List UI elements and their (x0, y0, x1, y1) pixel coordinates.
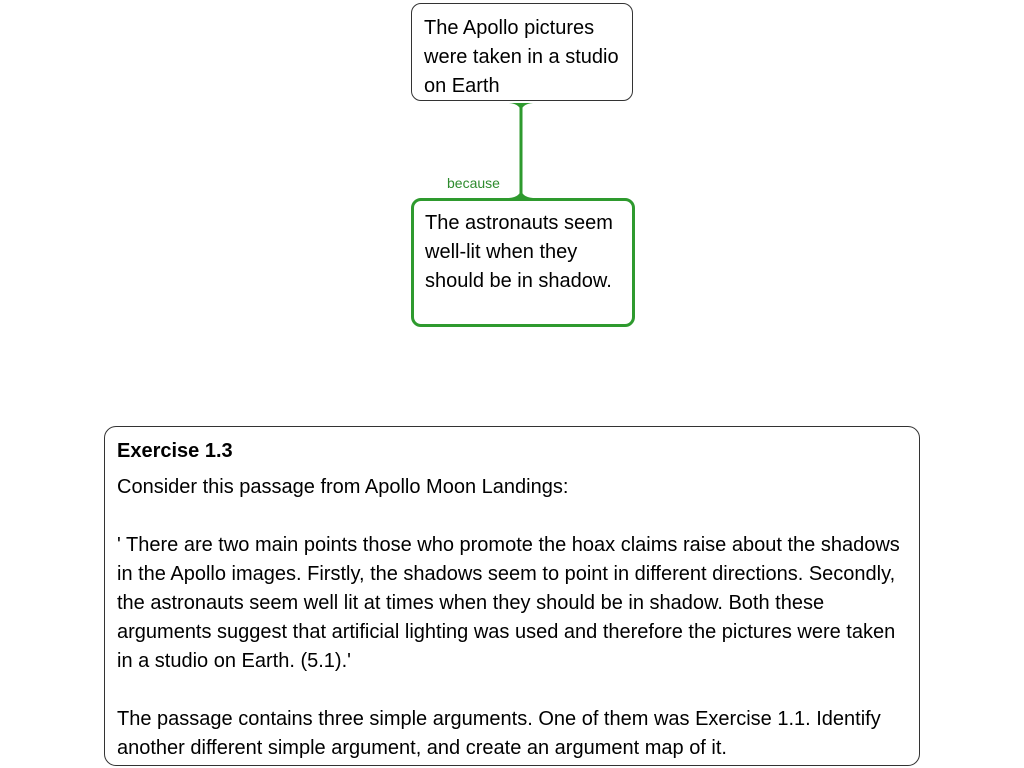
exercise-passage: ' There are two main points those who promote the hoax claims raise about the shadows in the Apollo images. Firstly, the shadows seem to point in different directions. Secondly, the astronauts seem well lit at times when they should be in shadow. Both these arguments suggest that artificial lighting was used and therefore the pictures were taken in a studio on Earth. (5.1).' (117, 534, 900, 672)
connector-bottom-flare (509, 188, 533, 198)
because-label: because (447, 175, 500, 191)
claim-text: The Apollo pictures were taken in a studio on Earth (424, 17, 619, 97)
claim-box[interactable] (411, 3, 633, 101)
exercise-title: Exercise 1.3 (117, 440, 233, 462)
reason-text: The astronauts seem well-lit when they should be in shadow. (425, 212, 613, 292)
reason-box[interactable] (411, 198, 635, 327)
exercise-panel (104, 426, 920, 766)
exercise-instruction: The passage contains three simple arguments. One of them was Exercise 1.1. Identify another different simple argument, and create an argument map of it. (117, 708, 881, 759)
exercise-intro: Consider this passage from Apollo Moon Landings: (117, 476, 569, 498)
